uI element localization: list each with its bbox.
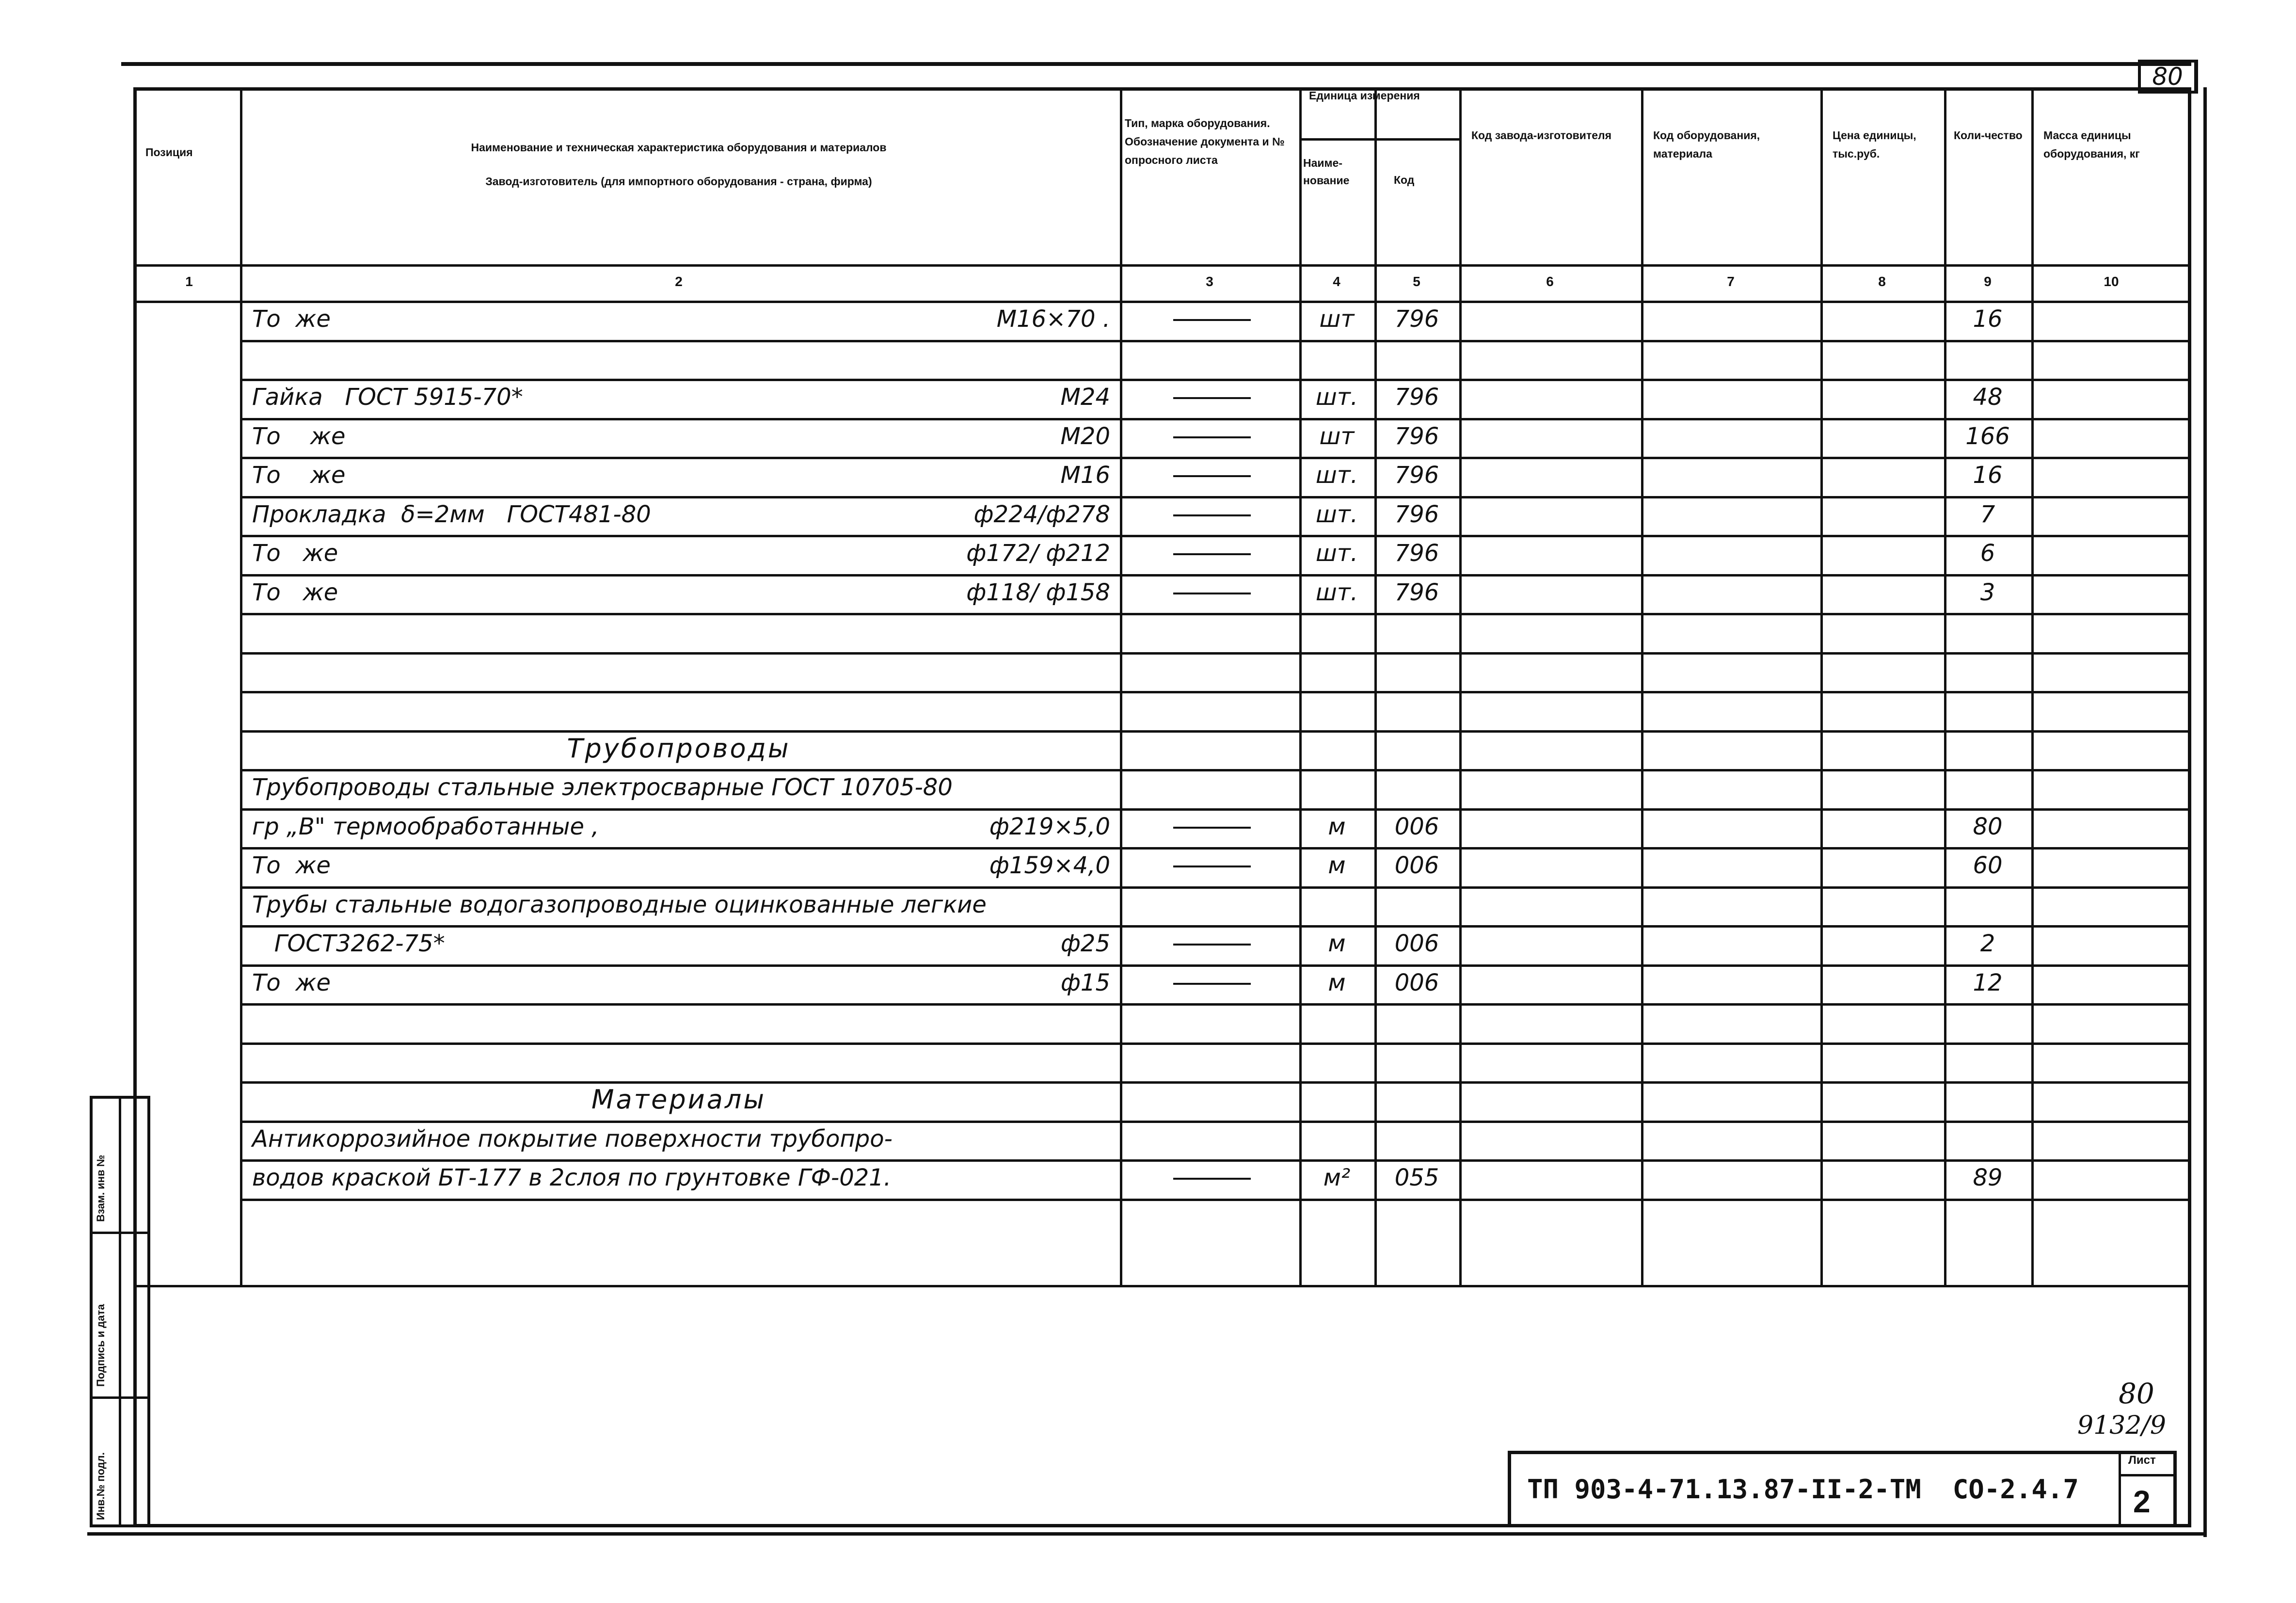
row-divider [240, 1003, 2191, 1006]
column-number: 10 [2104, 274, 2119, 289]
quantity: 16 [1973, 462, 2003, 489]
item-name: То же [252, 305, 331, 333]
row-divider [240, 1199, 2191, 1201]
section-heading: Трубопроводы [567, 733, 791, 764]
column-number: 9 [1984, 274, 1992, 289]
stamp-divider [2119, 1451, 2121, 1527]
unit-code: 796 [1394, 305, 1439, 333]
item-size: ф172/ ф212 [966, 540, 1110, 567]
type-dash [1173, 397, 1251, 399]
row-divider [240, 574, 2191, 577]
item-name: То же [252, 540, 338, 567]
quantity: 89 [1973, 1164, 2003, 1191]
row-divider [240, 418, 2191, 420]
header-name-line1: Наименование и техническая характеристика оборудования и материалов [471, 141, 887, 154]
type-dash [1173, 436, 1251, 438]
unit-code: 006 [1394, 852, 1439, 879]
row-divider [240, 691, 2191, 693]
column-number: 3 [1206, 274, 1213, 289]
row-divider [240, 1121, 2191, 1123]
item-name: ГОСТ3262-75* [252, 930, 445, 957]
header-divider [133, 264, 2191, 267]
row-divider [240, 496, 2191, 498]
header-divider [133, 301, 2191, 303]
row-divider [240, 457, 2191, 459]
unit-name: м [1328, 852, 1346, 879]
item-name: Антикоррозийное покрытие поверхности трубопро- [252, 1125, 893, 1153]
column-divider [1374, 87, 1377, 1286]
side-label-original-inv: Инв.№ подл. [95, 1452, 107, 1520]
type-dash [1173, 475, 1251, 477]
unit-name: шт. [1315, 578, 1358, 606]
column-divider [1459, 87, 1462, 1286]
item-size: ф219×5,0 [989, 813, 1110, 840]
type-dash [1173, 866, 1251, 867]
side-column-divider [119, 1096, 121, 1527]
item-name: Прокладка δ=2мм ГОСТ481-80 [252, 500, 651, 528]
unit-code: 796 [1394, 462, 1439, 489]
header-unit-group: Единица измерения [1309, 89, 1420, 102]
unit-name: шт [1319, 305, 1355, 333]
type-dash [1173, 593, 1251, 594]
page-number-top: 80 [2138, 60, 2198, 94]
unit-code: 796 [1394, 422, 1439, 450]
row-divider [240, 808, 2191, 811]
unit-name: шт. [1315, 540, 1358, 567]
unit-name: шт [1319, 422, 1355, 450]
header-quantity: Коли-чество [1954, 129, 2023, 142]
column-number: 5 [1413, 274, 1420, 289]
column-number: 6 [1546, 274, 1554, 289]
header-mass: Масса единицы оборудования, кг [2043, 129, 2140, 160]
outer-bottom-line [87, 1532, 2207, 1536]
unit-code: 796 [1394, 578, 1439, 606]
header-price: Цена единицы, тыс.руб. [1833, 129, 1916, 160]
quantity: 166 [1965, 422, 2010, 450]
unit-name: шт. [1315, 384, 1358, 411]
unit-group-divider [1299, 138, 1459, 141]
unit-name: шт. [1315, 462, 1358, 489]
type-dash [1173, 514, 1251, 516]
row-divider [240, 769, 2191, 771]
item-name: Трубы стальные водогазопроводные оцинкованные легкие [252, 891, 987, 918]
row-divider [240, 613, 2191, 615]
row-divider [240, 1081, 2191, 1084]
row-divider [240, 847, 2191, 850]
item-size: ф15 [1060, 969, 1110, 996]
item-size: ф159×4,0 [989, 852, 1110, 879]
column-number: 8 [1878, 274, 1886, 289]
quantity: 60 [1973, 852, 2003, 879]
column-number: 4 [1333, 274, 1340, 289]
row-divider [240, 886, 2191, 889]
item-size: М16×70 . [996, 305, 1110, 333]
type-dash [1173, 827, 1251, 829]
header-position: Позиция [145, 146, 193, 159]
item-name: То же [252, 852, 331, 879]
sheet-label: Лист [2128, 1454, 2156, 1467]
unit-name: м [1328, 813, 1346, 840]
column-divider [1299, 87, 1302, 1286]
row-divider [240, 379, 2191, 381]
header-factory-code: Код завода-изготовителя [1471, 129, 1612, 142]
row-divider [240, 535, 2191, 537]
type-dash [1173, 983, 1251, 985]
type-dash [1173, 1178, 1251, 1180]
unit-name: м [1328, 969, 1346, 996]
item-name: Трубопроводы стальные электросварные ГОСТ 10705-80 [252, 774, 953, 801]
header-equipment-code: Код оборудования, материала [1653, 129, 1760, 160]
quantity: 12 [1973, 969, 2003, 996]
item-name: гр „В" термообработанные , [252, 813, 599, 840]
type-dash [1173, 319, 1251, 321]
quantity: 48 [1973, 384, 2003, 411]
unit-code: 006 [1394, 969, 1439, 996]
side-label-signature-date: Подпись и дата [95, 1304, 107, 1387]
item-size: ф118/ ф158 [966, 578, 1110, 606]
column-number: 1 [185, 274, 193, 289]
document-code: ТП 903-4-71.13.87-II-2-ТМ СО-2.4.7 [1527, 1474, 2079, 1505]
row-divider [240, 1159, 2191, 1162]
unit-code: 006 [1394, 930, 1439, 957]
item-name: водов краской БТ-177 в 2слоя по грунтовке ГФ-021. [252, 1164, 892, 1191]
column-divider [1641, 87, 1643, 1286]
quantity: 7 [1980, 500, 1995, 528]
header-unit-code: Код [1394, 174, 1415, 186]
header-type: Тип, марка оборудования. Обозначение документа и № опросного листа [1125, 117, 1285, 166]
sheet-number: 2 [2133, 1484, 2151, 1519]
unit-name: м² [1323, 1164, 1351, 1191]
item-name: То же [252, 422, 346, 450]
unit-code: 006 [1394, 813, 1439, 840]
item-size: ф25 [1060, 930, 1110, 957]
column-number: 2 [675, 274, 683, 289]
column-divider [1120, 87, 1122, 1286]
item-name: То же [252, 969, 331, 996]
side-label-replaced-inv: Взам. инв № [95, 1154, 107, 1222]
header-name-line2: Завод-изготовитель (для импортного оборудования - страна, фирма) [485, 175, 872, 188]
column-divider [2031, 87, 2034, 1286]
section-heading: Материалы [591, 1084, 766, 1115]
item-size: М16 [1060, 462, 1110, 489]
row-divider [240, 964, 2191, 967]
item-name: Гайка ГОСТ 5915-70* [252, 384, 523, 411]
item-size: М20 [1060, 422, 1110, 450]
item-name: То же [252, 578, 338, 606]
unit-code: 055 [1394, 1164, 1439, 1191]
row-divider [240, 1042, 2191, 1045]
type-dash [1173, 944, 1251, 946]
row-divider [240, 652, 2191, 655]
item-size: ф224/ф278 [973, 500, 1110, 528]
outer-right-line [2203, 87, 2207, 1537]
quantity: 6 [1980, 540, 1995, 567]
table-frame [133, 87, 2191, 1527]
item-name: То же [252, 462, 346, 489]
column-number: 7 [1727, 274, 1735, 289]
top-rule [121, 62, 2191, 66]
quantity: 3 [1980, 578, 1995, 606]
stamp-divider [2119, 1474, 2177, 1476]
unit-code: 796 [1394, 384, 1439, 411]
column-divider [1820, 87, 1823, 1286]
unit-code: 796 [1394, 500, 1439, 528]
item-size: М24 [1060, 384, 1110, 411]
quantity: 16 [1973, 305, 2003, 333]
handwritten-page-number: 80 [2119, 1377, 2154, 1410]
row-divider [240, 340, 2191, 342]
quantity: 2 [1980, 930, 1995, 957]
row-divider [240, 730, 2191, 733]
column-divider [1944, 87, 1946, 1286]
type-dash [1173, 553, 1251, 555]
row-divider [240, 925, 2191, 928]
unit-name: шт. [1315, 500, 1358, 528]
table-bottom-line [133, 1285, 2191, 1287]
unit-name: м [1328, 930, 1346, 957]
unit-code: 796 [1394, 540, 1439, 567]
handwritten-doc-number: 9132/9 [2077, 1411, 2166, 1440]
header-unit-name: Наиме-нование [1303, 157, 1350, 187]
quantity: 80 [1973, 813, 2003, 840]
